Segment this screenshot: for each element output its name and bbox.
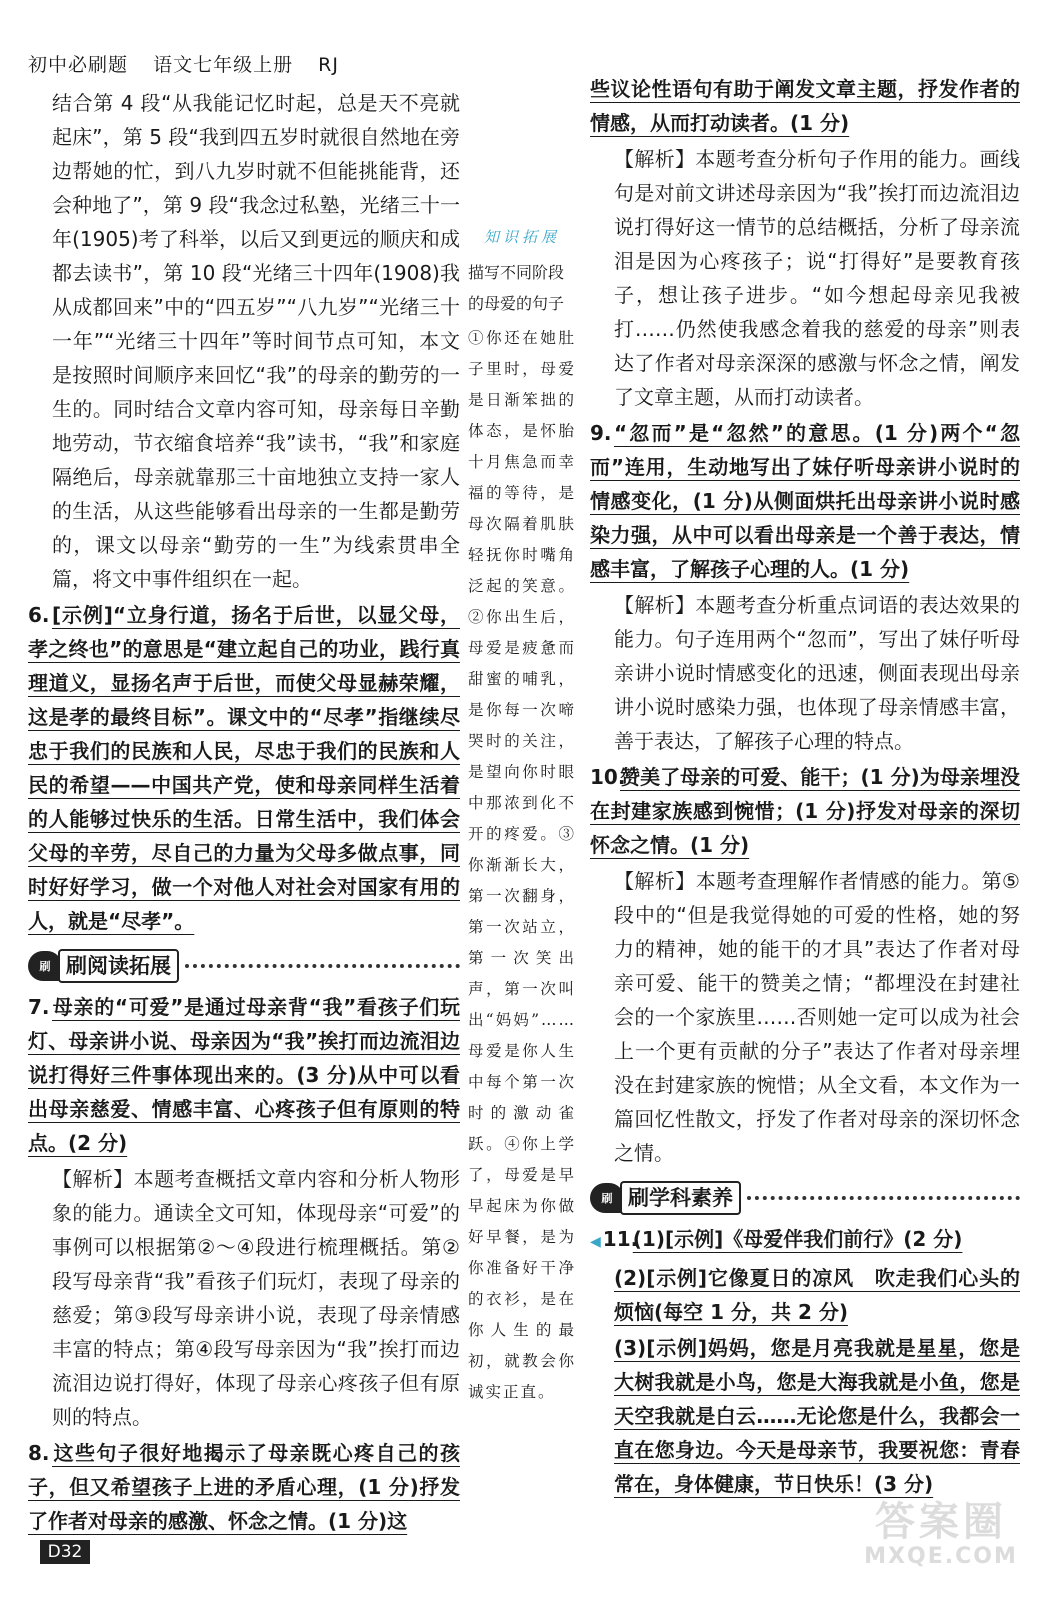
q6-answer: [28, 598, 460, 938]
q7-explanation: 【解析】本题考查概括文章内容和分析人物形象的能力。通读全文可知，体现母亲“可爱”的事例可以根据第②～④段进行梳理概括。第②段写母亲背“我”看孩子们玩灯，表现了母亲的慈爱；第③段写母亲讲小说，表现了母亲情感丰富的特点；第④段写母亲因为“我”挨打而边流泪边说打得好，体现了母亲心疼孩子但有原则的特点。: [52, 1167, 460, 1429]
section-title: 刷阅读拓展: [58, 949, 179, 983]
q10-explanation: 【解析】本题考查理解作者情感的能力。第⑤段中的“但是我觉得她的可爱的性格，她的努力的精神，她的能干的才具”表达了作者对母亲可爱、能干的赞美之情；“都埋没在封建社会的一个家族里……否则她一定可以成为社会上一个更有贡献的分子”表达了作者对母亲埋没在封建家族的惋惜；从全文看，本文作为一篇回忆性散文，抒发了作者对母亲的深切怀念之情。: [614, 869, 1020, 1165]
q8-answer: [28, 1436, 460, 1538]
book-title: 初中必刷题: [28, 54, 129, 76]
q8-continuation: 些议论性语句有助于阐发文章主题，抒发作者的情感，从而打动读者。(1 分): [590, 77, 1020, 135]
left-column: [28, 86, 460, 1540]
q9-number: 9.: [590, 421, 612, 445]
q5-continuation: 结合第 4 段“从我能记忆时起，总是天不亮就起床”，第 5 段“我到四五岁时就很自然地在旁边帮她的忙，到八九岁时就不但能挑能背，还会种地了”，第 9 段“我念过私塾，光绪三十一年(1905)考了科举，以后又到更远的顺庆和成都去读书”，第 10 段“光绪三十四年(1908)我从成都回来”中的“四五岁”“八九岁”“光绪三十一年”“光绪三十四年”等时间节点可知，本文是按照时间顺序来回忆“我”的母亲的勤劳的一生的。同时结合文章内容可知，母亲每日辛勤地劳动，节衣缩食培养“我”读书，“我”和家庭隔绝后，母亲就靠那三十亩地独立支持一家人的生活，从这些能够看出母亲的一生都是勤劳的，课文以母亲“勤劳的一生”为线索贯串全篇，将文中事件组织在一起。: [52, 91, 460, 591]
sidebar-title: 知识拓展: [483, 228, 560, 246]
q9-answer: [590, 416, 1020, 586]
q7-answer-text: 母亲的“可爱”是通过母亲背“我”看孩子们玩灯、母亲讲小说、母亲因为“我”挨打而边流泪边说打得好三件事体现出来的。(3 分)从中可以看出母亲慈爱、情感丰富、心疼孩子但有原则的特点。(2 分): [28, 995, 460, 1155]
triangle-marker-icon: ◀: [590, 1234, 601, 1250]
right-column: [590, 72, 1020, 1503]
q6-number: 6.: [28, 603, 50, 627]
q10-number: 10.: [590, 765, 626, 789]
q11-number: 11.: [602, 1227, 639, 1251]
q8-number: 8.: [28, 1441, 50, 1465]
watermark-line1: 答案圈: [875, 1499, 1007, 1545]
watermark-line2: MXQE.COM: [864, 1544, 1018, 1569]
q9-answer-text: “忽而”是“忽然”的意思。(1 分)两个“忽而”连用，生动地写出了妹仔听母亲讲小说时的情感变化，(1 分)从侧面烘托出母亲讲小说时感染力强，从中可以看出母亲是一个善于表达，情感丰富，了解孩子心理的人。(1 分): [590, 421, 1020, 581]
page-header: [28, 50, 357, 77]
section-subject-literacy: [590, 1180, 1020, 1216]
brush-badge-icon: 刷: [28, 951, 62, 981]
q9-explanation: 【解析】本题考查分析重点词语的表达效果的能力。句子连用两个“忽而”，写出了妹仔听母亲讲小说时情感变化的迅速，侧面表现出母亲讲小说时感染力强，也体现了母亲情感丰富，善于表达，了解孩子心理的特点。: [614, 593, 1020, 753]
brush-badge-icon: 刷: [590, 1183, 624, 1213]
dotted-divider: [185, 964, 460, 968]
q7-number: 7.: [28, 995, 50, 1019]
q7-answer: [28, 990, 460, 1160]
q6-answer-text: [示例]“立身行道，扬名于后世，以显父母，孝之终也”的意思是“建立起自己的功业，践行真理道义，显扬名声于后世，而使父母显赫荣耀，这是孝的最终目标”。课文中的“尽孝”指继续尽忠于我们的民族和人民，尽忠于我们的民族和人民的希望——中国共产党，使和母亲同样生活着的人能够过快乐的生活。日常生活中，我们体会父母的辛劳，尽自己的力量为父母多做点事，同时好好学习，做一个对他人对社会对国家有用的人，就是“尽孝”。: [28, 603, 460, 933]
edition-label: RJ: [318, 54, 339, 76]
sidebar-heading: 描写不同阶段的母爱的句子: [468, 263, 565, 313]
q11-part1: [590, 1222, 1020, 1259]
section-title: 刷学科素养: [620, 1181, 741, 1215]
q11-part3: (3)[示例]妈妈，您是月亮我就是星星，您是大树我就是小鸟，您是大海我就是小鱼，您是天空我就是白云……无论您是什么，我都会一直在您身边。今天是母亲节，我要祝您：青春常在，身体健康，节日快乐！(3 分): [614, 1336, 1020, 1496]
dotted-divider: [747, 1196, 1020, 1200]
section-reading-extension: [28, 948, 460, 984]
q10-answer: [590, 760, 1020, 862]
page-number: D32: [40, 1540, 90, 1564]
q8-explanation: 【解析】本题考查分析句子作用的能力。画线句是对前文讲述母亲因为“我”挨打而边流泪边说打得好这一情节的总结概括，分析了母亲流泪是因为心疼孩子；说“打得好”是要教育孩子，想让孩子进步。“如今想起母亲见我被打……仍然使我感念着我的慈爱的母亲”则表达了作者对母亲深深的感激与怀念之情，阐发了文章主题，从而打动读者。: [614, 147, 1020, 409]
q8-answer-text: 这些句子很好地揭示了母亲既心疼自己的孩子，但又希望孩子上进的矛盾心理，(1 分)抒发了作者对母亲的感激、怀念之情。(1 分)这: [28, 1441, 460, 1533]
q11-part1-text: (1)[示例]《母爱伴我们前行》(2 分): [632, 1227, 963, 1251]
q11-part2: (2)[示例]它像夏日的凉风 吹走我们心头的烦恼(每空 1 分，共 2 分): [614, 1266, 1020, 1324]
sidebar-text: ①你还在她肚子里时，母爱是日渐笨拙的体态，是怀胎十月焦急而幸福的等待，是母次隔着肌肤轻抚你时嘴角泛起的笑意。②你出生后，母爱是疲惫而甜蜜的哺乳，是你每一次啼哭时的关注，是望向你时眼中那浓到化不开的疼爱。③你渐渐长大，第一次翻身，第一次站立，第一次笑出声，第一次叫出“妈妈”……母爱是你人生中每个第一次时的激动雀跃。④你上学了，母爱是早早起床为你做好早餐，是为你准备好干净的衣衫，是在你人生的最初，就教会你诚实正直。: [468, 329, 576, 1401]
knowledge-sidebar: [468, 226, 576, 1408]
subject-title: 语文七年级上册: [153, 54, 294, 76]
watermark-logo: [856, 1500, 1026, 1580]
q10-answer-text: 赞美了母亲的可爱、能干；(1 分)为母亲埋没在封建家族感到惋惜；(1 分)抒发对母亲的深切怀念之情。(1 分): [590, 765, 1020, 857]
